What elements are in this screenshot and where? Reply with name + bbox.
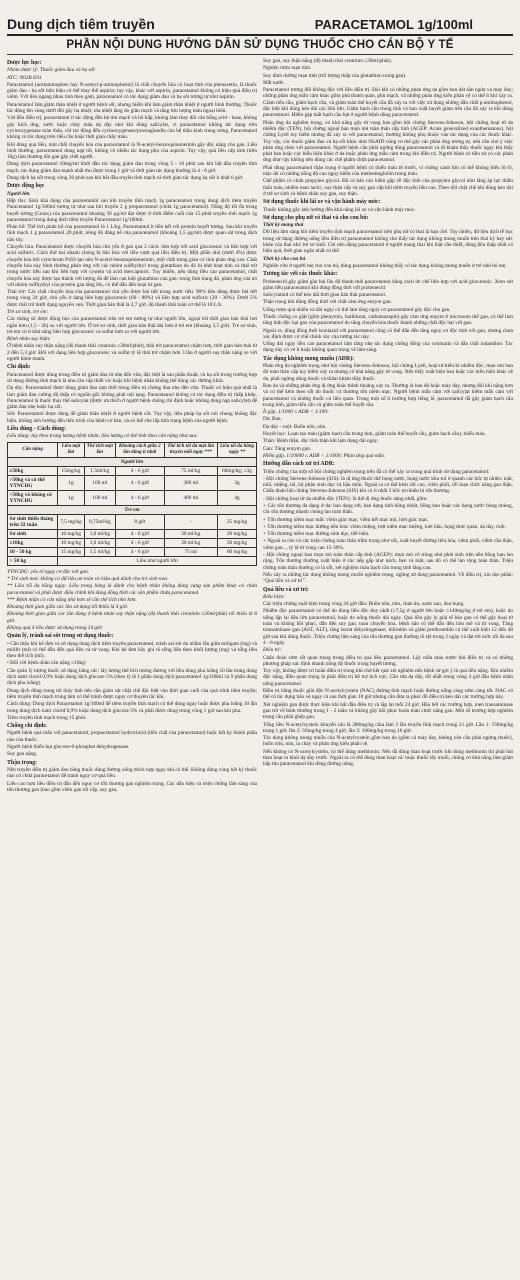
paragraph: Triệu chứng của một số hội chứng nghiêm trọng trên đã có thể xảy ra trong quá trình sử dụng paracetamol: [263, 468, 490, 475]
paragraph: Paracetamol được dùng trong điều trị giảm đau từ nhẹ đến vừa, đặc biệt là sau phẫu thuật, và hạ sốt trong trường hợp sử dụng đường tĩnh mạch là nhu cầu cấp thiết và/ hoặc khi bệnh nhân không thể dùng các đường khác. [7, 371, 257, 384]
title-rule [7, 54, 513, 55]
paragraph: Dung dịch paracetamol 10mg/ml khởi đầu tác dụng giảm đau trong vòng 5 - 10 phút sau khi bắt đầu truyền tĩnh mạch, tác dụng giảm đau mạnh nhất thu được trong 1 giờ và thời gian tác dụng thường là 4 - 6 giờ. [7, 161, 257, 174]
paragraph: Paracetamol tương đối không độc với liều điều trị. Đôi khi có những phản ứng da gồm ban dát sần ngứa và mày đay; những phản ứng mẫn cảm khác gồm phù thanh quản, phù mạch, và những phản ứng kiểu phản vệ có thể ít khi xảy ra. Giảm tiểu cầu, giảm bạch cầu, và giảm toàn thể huyết cầu đã xảy ra với việc sử dụng những dẫn chất p-aminophenol, đặc biệt khi dùng kéo dài các liều lớn. Giảm bạch cầu trung tính và ban xuất huyết giảm tiểu cầu đã xảy ra khi dùng paracetamol. Hiếm gặp mất bạch cầu hạt ở người bệnh dùng paracetamol. [263, 87, 513, 119]
paragraph: Suy gan nặng. [7, 751, 38, 758]
leaflet-header [7, 6, 513, 32]
italic-note: * Trẻ sinh non: không có dữ liệu an toàn và hiệu quả dành cho trẻ sinh non. [7, 575, 169, 582]
table-header-cell: Liều một lần [58, 442, 84, 457]
table-row [8, 547, 257, 556]
paragraph: + Tổn thương niêm mạc đường sinh dục, tiết niệu. [263, 531, 370, 538]
italic-note: ** Liều tối đa hằng ngày: Liều trong bảng là dành cho bệnh nhân không dùng cùng sản phẩm khác có chứa paracetamol và phải được điều chỉnh khi dùng đồng thời các sản phẩm chứa paracetamol. [7, 583, 257, 596]
table-cell: 15mg/kg [58, 466, 84, 475]
table-cell: Liều như người lớn [58, 556, 257, 565]
paragraph: Chế phẩm có chứa propylen glycol. Đã có báo cáo hiếm gặp về độc tính của propylen glycol như tăng áp lực thẩm thấu máu, nhiễm toan lactic, suy thận cấp và suy gan cấp khi tiêm truyền liều cao. Theo dõi chặt chẽ khi dùng kéo dài ở trẻ sơ sinh và bệnh nhân suy gan, suy thận. [263, 178, 513, 197]
paragraph: Chẩn đoán sớm rất quan trọng trong điều trị quá liều paracetamol. Lấy mẫu máu trước khi điều trị và có những phương pháp xác định nhanh nồng độ thuốc trong huyết tương. [263, 654, 513, 667]
table-cell: 3g [218, 475, 257, 490]
paragraph: Uống dài ngày liều cao paracetamol làm tăng nhẹ tác dụng chống đông của coumarin và dẫn chất indandion. Tác dụng này có vẻ ít hoặc không quan trọng về lâm sàng. [263, 341, 513, 354]
product-name: PARACETAMOL 1g/100ml [314, 17, 473, 32]
right-column-text [263, 58, 513, 768]
subheading: Thời kỳ cho con bú [263, 255, 306, 262]
table-group-label: Trẻ em [8, 505, 257, 514]
table-cell: > 50 kg [8, 556, 58, 565]
table-cell: 4 - 6 giờ [116, 475, 164, 490]
section-heading: Dược động học [7, 183, 45, 190]
dosage-table-body [8, 457, 257, 565]
paragraph: Phân bố: Thể tích phân bố của paracetamol là 1 L/kg. Paracetamol ít liên kết với protein huyết tương. Sau khi truyền tĩnh mạch 1 g paracetamol 20 phút, nồng độ đáng kể của paracetamol (khoảng 1,5 μg/ml) được quan sát trong dịch não tủy. [7, 224, 257, 243]
table-cell: 100 ml [84, 475, 115, 490]
section-heading: Dược lực học: [7, 60, 42, 66]
paragraph: Hấp thu: Sinh khả dụng của paracetamol sau khi truyền tĩnh mạch 1g paracetamol trong dung dịch tiêm truyền Paracetamol 1g/100ml tương tự như sau khi truyền 2 g propacetamol (chứa 1g paracetamol). Nồng độ tối đa trong huyết tương (Cmax) của paracetamol khoảng 30 μg/ml đạt được ở thời điểm cuối của 15 phút truyền tĩnh mạch 1g paracetamol trong dung dịch tiêm truyền Paracetamol 1g/100ml. [7, 197, 257, 223]
italic-note: ATC: N02B E01 [7, 74, 42, 81]
table-row [8, 556, 257, 565]
table-header-cell: Khoảng cách giữa 2 lần dùng ít nhất [116, 442, 164, 457]
table-cell: 10 - 50 kg [8, 547, 58, 556]
section-heading: Hướng dẫn cách xử trí ADR: [263, 461, 335, 468]
left-column-top-text [7, 60, 257, 440]
paragraph: Phản ứng da nghiêm trọng như hội chứng Stevens-Johnson, hội chứng Lyell, hoại tử biểu bì nhiễm độc, mụn mủ ban đỏ toàn thân cấp tuy hiếm xảy ra nhưng có khả năng gây tử vong. Nếu thấy xuất hiện ban hoặc các biểu hiện khác về da, phải ngừng dùng thuốc và thăm khám thầy thuốc. [263, 363, 513, 382]
table-row [8, 475, 257, 490]
paragraph: Sốt: Paracetamol được dùng để giảm thân nhiệt ở người bệnh sốt. Tuy vậy, liệu pháp hạ sốt nói chung không đặc hiệu, không ảnh hưởng đến tiến trình của bệnh cơ bản, và có thể che lấp tình trạng bệnh của người bệnh. [7, 411, 257, 424]
paragraph: Các thông số dược động học của paracetamol trên trẻ em tương tự như người lớn, ngoại trừ thời gian bán thải hơi ngắn hơn (1,5 - 2h) so với người lớn. Ở trẻ sơ sinh, thời gian bán thải dài hơn ở trẻ em (khoảng 3,5 giờ). Trẻ sơ sinh, trẻ em có ít khả năng liên hợp glucuronic và sulfat hơn so với người lớn. [7, 316, 257, 335]
paragraph: Dung dịch dùng trong túi thủy tinh nên cần giám sát chặt chẽ đặc biệt vào thời gian cuối của quá trình tiêm truyền; tiêm truyền tĩnh mạch trung tâm có thể tránh được nguy cơ thuyên tắc khí. [7, 687, 257, 700]
paragraph: Dữ liệu lâm sàng khi tiêm truyền tĩnh mạch paracetamol trên phụ nữ có thai là hạn chế. Tuy nhiên, dữ liệu dịch tễ học trong sử dụng đường uống liều điều trị paracetamol không cho thấy tác dụng không mong muốn trên thai kỳ hay sức khỏe của thai nhi/ trẻ sơ sinh. Chỉ nên dùng paracetamol ở người mang thai khi thật cần thiết, dùng liều thấp nhất có hiệu quả, thời gian ngắn nhất có thể. [263, 229, 513, 255]
header-rule [7, 34, 513, 36]
section-heading: Tác dụng không mong muốn (ADR): [263, 355, 354, 362]
table-cell: 4 - 6 giờ [116, 529, 164, 538]
italic-note: Biểu hiện: [263, 593, 285, 600]
paragraph: Thuốc không gây ảnh hưởng đến khả năng lái xe và vận hành máy móc. [263, 206, 416, 213]
paragraph: Nghiện rượu mạn tính. [263, 65, 312, 72]
section-heading: Thận trọng: [7, 759, 38, 766]
paragraph: Khi dùng quá liều, một chất chuyển hóa của paracetamol là N-acetyl-benzoquinoneimin gây độc nặng cho gan. Liều bình thường, paracetamol dung nạp tốt, không có nhiều tác dụng phụ của aspirin. Tuy vậy, quá liều cấp tính (trên 10g) làm thương tổn gan gây chết người. [7, 141, 257, 161]
paragraph: Xét nghiệm gan được thực hiện khi bắt đầu điều trị và lặp lại mỗi 24 giờ. Hầu hết các trường hợp, men transaminase gan trở về bình thường trong 1 - 2 tuần và không gây hồi phục hoàn toàn chức năng gan. Một số trường hợp nghiêm trọng cần phải ghép gan. [263, 701, 513, 721]
section-title: PHẦN NỘI DUNG HƯỚNG DẪN SỬ DỤNG THUỐC CHO CÁN BỘ Y TẾ [66, 39, 454, 51]
left-column [7, 58, 257, 1268]
table-cell: 4 - 6 giờ [116, 538, 164, 547]
paragraph: Thuốc chống co giật (gồm phenytoin, barbiturat, carbamazepin) gây cảm ứng enzym ở microsom thể gan, có thể làm tăng tính độc hại gan của paracetamol do tăng chuyển hóa thuốc thành những chất độc hại với gan. [263, 313, 513, 327]
table-cell: ≥50kg [8, 466, 58, 475]
subheading: Thời kỳ mang thai [263, 222, 304, 229]
italic-note: Khoảng thời gian giữa các lần sử dụng tối thiểu là 4 giờ. [7, 604, 129, 611]
section-heading: Quá liều và xử trí: [263, 586, 309, 593]
paragraph: Phải dùng paracetamol thận trọng ở người bệnh có thiếu máu từ trước, vì chứng xanh tím có thể không biểu lộ rõ, mặc dù có những nồng độ cao nguy hiểm của methemoglobin trong máu. [263, 164, 513, 178]
table-cell: - [164, 514, 217, 529]
table-cell: ≤10kg [8, 538, 58, 547]
paragraph: Chuyển hóa: Paracetamol được chuyển hóa chủ yếu ở gan qua 2 cách: liên hợp với acid glucuronic và liên hợp với acid sulfuric. Cách thứ hai nhanh chóng bị bão hòa với liều vượt quá liều điều trị. Một phần nhỏ (dưới 4%) được chuyển hóa bởi cytochrom P450 tạo nên N-acetyl-benzoquinoneimin, một chất trung gian có tính phản ứng cao. Chất chuyển hóa này bình thường phản ứng với các nhóm sulfhydryl trong glutathion do đó bị khử hoạt tính và thải trừ trong nước tiểu sau khi liên hợp với cystein và acid mercapturic. Tuy nhiên, nếu dùng liều cao paracetamol, chất chuyển hóa này được tạo thành với lượng đủ để làm cạn kiệt glutathion của gan; trong tình trạng đó, phản ứng của nó với nhóm sulfhydryl của protein gan tăng lên, có thể dẫn đến hoại tử gan. [7, 244, 257, 288]
table-header-cell: Cân nặng [8, 442, 58, 457]
paragraph: Cần quản lý lượng thuốc sử dụng hằng các: lấy lượng thể tích tương đương với liều dùng pha loãng 10 lần trong dung dịch natri clorid 0,9% hoặc dung dịch glucose 5% (theo tỷ lệ 1 phần dung dịch paracetamol 1g/100ml và 9 phần dung dịch pha loãng). [7, 667, 257, 687]
table-group-label: Người lớn [8, 457, 257, 466]
table-cell: >50kg và không có YTNCĐG [8, 490, 58, 505]
subheading: Người lớn [7, 190, 30, 197]
paragraph: Tổng liều N-acetylcystein khuyến cáo là 300mg/kg chia làm 3 lần truyền tĩnh mạch trong 21 giờ. Lần 1: 150mg/kg trong 1 giờ, lần 2: 50mg/kg trong 4 giờ, lần 3: 100mg/kg trong 16 giờ. [263, 721, 513, 734]
table-cell: 4 - 6 giờ [116, 547, 164, 556]
table-cell: 4g [218, 490, 257, 505]
paragraph: Probenecid gây giảm gần hai lần độ thanh thải paracetamol bằng cách ức chế liên hợp với acid glucuronic. Xem xét giảm liều paracetamol khi dùng đồng thời với probenecid. [263, 278, 513, 291]
paragraph: Thải trừ: Các chất chuyển hóa của paracetamol chủ yếu được bài tiết trong nước tiểu. 90% liều dùng được bài tiết trong vòng 24 giờ, chủ yếu ở dạng liên hợp glucuronic (60 - 80%) và liên hợp acid sulfuric (20 - 30%). Dưới 5% được thải trừ dưới dạng nguyên vẹn. Thời gian bán thải là 2,7 giờ, độ thanh thải toàn cơ thể là 18 L/h. [7, 289, 257, 308]
left-column-bottom-text [7, 569, 257, 794]
table-header-cell: Liều tối đa hằng ngày ** [218, 442, 257, 457]
italic-note: Không quá 4 liều được sử dụng trong 24 giờ. [7, 625, 103, 631]
paragraph: Nên truyền điều trị giảm đau bằng thuốc dùng đường uống thích hợp ngay khi có thể. Không dùng cùng bất kỳ thuốc nào có chứa paracetamol để tránh nguy cơ quá liều. [7, 766, 257, 780]
paragraph: Liều cao hơn liều điều trị dẫn đến nguy cơ tổn thương gan nghiêm trọng. Các dấu hiệu và triệu chứng lâm sàng của tổn thương gan (bao gồm viêm gan tối cấp, suy gan, [7, 780, 257, 793]
table-cell: 10 mg/kg [58, 529, 84, 538]
table-header-cell: Thể tích một lần [84, 442, 115, 457]
table-row [8, 466, 257, 475]
table-cell: Sơ sinh [8, 529, 58, 538]
table-cell: 100 ml [84, 490, 115, 505]
paragraph: Tác dụng không mong muốn của N-acetylcystein gồm ban da (gồm cả mày đay, không yêu cầu phải ngừng thuốc), buồn nôn, nôn, ỉa chảy và phản ứng kiểu phản vệ. [263, 735, 513, 748]
table-cell: 0,75ml/kg [84, 514, 115, 529]
table-cell: 1g [58, 475, 84, 490]
section-heading: Sử dụng thuốc khi lái xe và vận hành máy móc: [263, 199, 381, 206]
table-cell: 30 ml/kg [164, 538, 217, 547]
paragraph: Tuy vậy, không được trì hoãn điều trị trong khi chờ kết quả xét nghiệm nếu bệnh sử gợi ý là quá liều nặng. Khi nhiễm độc nặng, điều quan trọng là phải điều trị hỗ trợ tích cực. Cần rửa dạ dày, tốt nhất trong vòng 4 giờ đầu bệnh nhân uống paracetamol. [263, 668, 513, 687]
table-cell: 1g [58, 490, 84, 505]
paragraph: Nhiễm độc paracetamol có thể do dùng liều độc duy nhất (≥7,5g ở người lớn hoặc ≥140mg/kg ở trẻ em), hoặc do uống lặp lại liều lớn paracetamol, hoặc do uống thuốc dài ngày. Quá liều gây ly giải tế bào gan có thể gây hoại tử toàn và không hồi phục, dẫn đến suy gan, toan chuyển hóa, bệnh não có thể dẫn đến hôn mê và tử vong. Tăng transaminase gan (AST, ALT), tăng lactat dehydrogenase, bilirubin và giảm prothrombin có thể xuất hiện 12 đến 48 giờ sau khi dùng thuốc. Triệu chứng lâm sàng của tổn thương gan thường rõ rệt trong 2 ngày và đạt tới mức tối đa sau 4 - 6 ngày. [263, 608, 513, 646]
paragraph: Da: Ban. [263, 416, 282, 423]
table-cell: 1,0 ml/kg [84, 538, 115, 547]
paragraph: Paracetamol (acetaminophen hay N-acetyl-p-aminophenol) là chất chuyển hóa có hoạt tính của phenacetin, là thuốc giảm đau - hạ sốt hữu hiệu có thể thay thế aspirin; tuy vậy, khác với aspirin, paracetamol không có hiệu quả điều trị viêm. Với liều ngang nhau tính theo gam, paracetamol có tác dụng giảm đau và hạ sốt tương tự như aspirin. [7, 81, 257, 101]
italic-note: Khoảng thời gian giữa các lần dùng ở bệnh nhân suy thận nặng (độ thanh thải creatinin ≤30ml/phút) tối thiểu là 6 giờ. [7, 611, 257, 624]
table-row [8, 514, 257, 529]
table-cell: 15 mg/kg [58, 547, 84, 556]
paragraph: Người bệnh thiếu hụt glucose-6-phosphat dehydrogenase. [7, 744, 130, 751]
italic-note: Ít gặp, 1/1000 ≤ ADR < 1/100: [263, 409, 329, 416]
italic-note: Bệnh nhân suy thận: [7, 336, 51, 343]
paragraph: + Tổn thương niêm mạc đường tiêu hóa: viêm miệng, trợt niêm mạc miệng, loét hầu, họng thực quản, dạ dày, ruột. [263, 523, 507, 530]
paragraph: Dạ dày - ruột: Buồn nôn, nôn. [263, 423, 327, 430]
paragraph: Uống rượu quá nhiều và dài ngày có thể làm tăng nguy cơ paracetamol gây độc cho gan. [263, 306, 451, 313]
table-row [8, 490, 257, 505]
paragraph: Điều trị bằng thuốc giải độc N-acetylcystein (NAC) đường tĩnh mạch hoặc đường uống càng sớm càng tốt. NAC có thể có tác dụng bảo vệ ngay cả sau thời gian 10 giờ nhưng cần đưa ra phác đồ điều trị kéo dài các trường hợp này. [263, 688, 513, 701]
paragraph: • Cần thận khi kê đơn và sử dụng dung dịch tiêm truyền paracetamol, tránh sai sót do nhầm lẫn giữa miligam (mg) và mililít (ml) có thể dẫn đến quá liều và tử vong. Khi kê đơn hãy ghi rõ tổng liều theo khối lượng (mg) và tổng liều theo thể tích (ml). [7, 640, 257, 660]
table-cell: 30 mg/kg [218, 529, 257, 538]
paragraph: Suy gan, suy thận nặng (độ thanh thải creatinin ≤30ml/phút). [263, 58, 392, 64]
dosage-form-label: Dung dịch tiêm truyền [7, 16, 155, 32]
italic-note: Hiếm gặp, 1/10000 ≤ ADR < 1/1000: Phản ứng quá mẫn. [263, 452, 386, 459]
italic-note: *** Bệnh nhân có cân nặng nhỏ hơn sẽ cần thể tích nhỏ hơn. [7, 596, 137, 603]
italic-note: Trẻ sơ sinh, trẻ em: [7, 308, 49, 315]
section-heading: Tương tác với các thuốc khác: [263, 271, 338, 278]
table-cell: 1,5 ml/kg [84, 547, 115, 556]
paragraph: + Các tổn thương đa dạng ở da: ban dạng sởi, ban dạng tinh hồng nhiệt, hồng ban hoặc các bọng nước bùng nhùng, các tổn thương nhanh chóng lan toàn thân. [263, 503, 513, 516]
table-cell: 7,5 mg/kg [58, 514, 84, 529]
paragraph: Ban da và những phản ứng dị ứng khác thỉnh thoảng xảy ra. Thường là ban đỏ hoặc mày đay, nhưng đôi khi nặng hơn và có thể kèm theo sốt do thuốc và thương tổn niêm mạc. Người bệnh mẫn cảm với salicylat hiếm mẫn cảm với paracetamol và những thuốc có liên quan. Trong một số ít trường hợp riêng lẻ, paracetamol đã gây giảm bạch cầu trung tính, giảm tiểu cầu và giảm toàn thể huyết cầu. [263, 382, 513, 408]
table-cell: Sơ sinh thiếu tháng trên 32 tuần [8, 514, 58, 529]
table-cell: 60mg/kg; ≤3g [218, 466, 257, 475]
section-heading: Sử dụng cho phụ nữ có thai và cho con bú: [263, 214, 369, 221]
paragraph: Người bệnh quá mẫn với paracetamol, propacetamol hydroclorid (tiền chất của paracetamol) hoặc bất kỳ thành phần nào của thuốc. [7, 730, 257, 743]
paragraph: • Đối với bệnh nhân cân nặng ≤10kg: [7, 660, 87, 667]
text-columns [7, 58, 513, 1268]
dosage-table-header [8, 442, 257, 457]
paragraph: Ở bệnh nhân suy thận nặng (độ thanh thải creatinin ≤30ml/phút), thải trừ paracetamol chậm hơn, thời gian bán thải từ 2 đến 5,3 giờ. Đối với dạng liên hợp glucuronic và sulfat tỷ lệ thải trừ chậm hơn 3 lần ở người suy thận nặng so với người khỏe mạnh. [7, 343, 257, 363]
table-header-cell: Thể tích tối đa một lần truyền mỗi ngày *** [164, 442, 217, 457]
table-group-row [8, 505, 257, 514]
table-cell: 1,0 ml/kg [84, 529, 115, 538]
right-column [263, 58, 513, 1268]
paragraph: + Tổn thương niêm mạc mắt: viêm giác mạc, viêm kết mạc mủ, loét giác mạc. [263, 516, 429, 523]
paragraph: Mất nước. [263, 79, 285, 86]
section-heading: Chống chỉ định: [7, 723, 47, 730]
paragraph: + Ngoài ra còn có các triệu chứng toàn thân trầm trọng như sốt, xuất huyết đường tiêu hóa, viêm phổi, viêm cầu thận, viêm gan..., tỷ lệ tử vong cao 15-30%. [263, 538, 513, 551]
table-cell: 1,5ml/kg [84, 466, 115, 475]
italic-note: YTNCĐG: yếu tố nguy cơ độc với gan. [7, 568, 90, 575]
table-cell: 75 ml/kg [164, 466, 217, 475]
table-row [8, 538, 257, 547]
paragraph: Nếu không có N-acetylcystein, có thể dùng methionin. Nếu đã dùng than hoạt trước khi dùng methionin thì phải hút than hoạt ra khỏi dạ dày trước. Ngoài ra có thể dùng than hoạt và/ hoặc thuốc tẩy muối, chúng có khả năng làm giảm hấp thu paracetamol khi dùng đường uống. [263, 748, 513, 768]
table-group-row [8, 457, 257, 466]
paragraph: Salicylamid có thể kéo dài thời gian bán thải paracetamol. [263, 292, 387, 299]
paragraph: Dung dịch hạ sốt trong vòng 30 phút sau khi bắt đầu truyền tĩnh mạch và thời gian tác dụng hạ sốt ít nhất 6 giờ. [7, 175, 244, 182]
paragraph: Nếu xảy ra những tác dụng không mong muốn nghiêm trọng, ngừng sử dụng paracetamol. Về điều trị, xin đọc phần: "Quá liều và xử trí". [263, 571, 513, 585]
table-cell: 60 mg/kg [218, 547, 257, 556]
paragraph: Tiêm truyền tĩnh mạch trong 15 phút. [7, 714, 87, 721]
table-cell: 25 mg/kg [218, 514, 257, 529]
table-cell: >50kg và có thể YTNCĐG [8, 475, 58, 490]
table-cell: 10 mg/kg [58, 538, 84, 547]
paragraph: Suy dinh dưỡng mạn tính (trữ lượng thấp của glutathion trong gan). [263, 72, 407, 79]
section-heading: Quản lý, tránh sai sót trong sử dụng thuốc: [7, 633, 114, 640]
section-heading: Chỉ định: [7, 364, 31, 371]
paragraph: Paracetamol làm giảm thân nhiệt ở người bệnh sốt, nhưng hiếm khi làm giảm thân nhiệt ở người bình thường. Thuốc tác động lên vùng dưới đồi gây hạ nhiệt, tỏa nhiệt tăng do giãn mạch và tăng lưu lượng máu ngoại biên. [7, 101, 257, 115]
table-cell: 30 mg/kg [218, 538, 257, 547]
italic-note: Nhóm dược lý: Thuốc giảm đau và hạ sốt [7, 67, 95, 74]
paragraph: - Hội chứng Stevens-Johnson (SJS): là dị ứng thuốc thể bọng nước, bọng nước khu trú ở quanh các hốc tự nhiên: mắt, mũi, miệng, tai, bộ phận sinh dục và hậu môn. Ngoài ra có thể kèm sốt cao, viêm phổi, rối loạn chức năng gan thận. Chẩn đoán hội chứng Stevens-Johnson (SJS) khi có ít nhất 2 hốc tự nhiên bị tổn thương. [263, 475, 513, 495]
table-cell: 4 - 6 giờ [116, 490, 164, 505]
table-row [8, 529, 257, 538]
paragraph: - Hội chứng hoại tử da nhiễm độc (TEN): là thể dị ứng thuốc nặng nhất, gồm: [263, 495, 428, 502]
table-cell: 8 giờ [116, 514, 164, 529]
table-cell: 300 ml [164, 475, 217, 490]
paragraph: Gan: Tăng enzym gan. [263, 445, 312, 452]
italic-note: Liều dùng: tùy theo trọng lượng bệnh nhân, liều lượng có thể tính theo cân nặng như sau: [7, 433, 198, 440]
paragraph: - Hội chứng ngoại ban mụn mủ toàn thân cấp tính (AGEP): mụn mủ vô trùng nhỏ phát sinh trên nền hồng ban lan rộng. Tổn thương thường xuất hiện ở các nếp gấp như nách, bẹn và mặt, sau đó có thể lan rộng toàn thân. Triệu chứng toàn thân thường có là sốt, xét nghiệm máu bạch cầu trung tính tăng cao. [263, 552, 513, 571]
table-cell: 4 - 6 giờ [116, 466, 164, 475]
paragraph: Cách dùng: Dung dịch Paracetamol 1g/100ml để tiêm truyền tĩnh mạch có thể dùng ngay hoặc được pha loãng 10 lần trong dung dịch natri clorid 0,9% hoặc dung dịch glucose 5% và phải được dùng trong vòng 1 giờ sau khi pha. [7, 701, 257, 714]
section-heading: Liều dùng - Cách dùng: [7, 426, 66, 433]
table-cell: 400 ml [164, 490, 217, 505]
dosage-table [7, 442, 257, 566]
paragraph: Ngoài ra, dùng đồng thời isoniazid với paracetamol cũng có thể dẫn đến tăng nguy cơ độc tính với gan, nhưng chưa xác định được cơ chế chính xác của tương tác này. [263, 327, 513, 340]
paragraph: Các triệu chứng xuất hiện trong vòng 24 giờ đầu: Buồn nôn, nôn, chán ăn, xanh xao, đau bụng. [263, 601, 465, 608]
paragraph: Nghiên cứu ở người mẹ cho con bú, dùng paracetamol không thấy có tác dụng không mong muốn ở trẻ nhỏ bú mẹ. [263, 262, 507, 269]
table-cell: 30 ml/kg [164, 529, 217, 538]
paragraph: Phản ứng da nghiêm trọng, có khả năng gây tử vong bao gồm hội chứng Stevens-Johnson, hội chứng hoại tử da nhiễm độc (TEN), hội chứng ngoại ban mụn mủ toàn thân cấp tính (AGEP: Acute generalized exanthematous), hội chứng Lyell tuy hiếm nhưng đã xảy ra với paracetamol, thường không phụ thuộc vào tác dụng của các thuốc khác. Tuy vậy, các thuốc giảm đau và hạ sốt khác như NSAID cũng có thể gây các phản ứng tương tự, nên cần chú ý việc phản ứng chéo với paracetamol. Người bệnh cần phải ngừng dùng paracetamol và đi khám thầy thuốc ngay khi thấy phát ban hoặc các biểu hiện khác ở da hoặc phản ứng mẫn cảm trong khi điều trị. Người bệnh có tiền sử có các phản ứng như vậy không nên dùng các chế phẩm chứa paracetamol. [263, 119, 513, 164]
paragraph: Thận: Bệnh thận, độc tính thận khi lạm dụng dài ngày. [263, 438, 379, 445]
paragraph: Với liều điều trị, paracetamol ít tác động đến hệ tim mạch và hô hấp, không làm thay đổi cân bằng acid - base, không gây kích ứng, xước hoặc chảy máu dạ dày như khi dùng salicylat, vì paracetamol không tác dụng trên cyclooxygenase toàn thân, chỉ tác động đến cyclooxygenase/prostaglandin của hệ thần kinh trung ương. Paracetamol không có tác dụng trên tiểu cầu hoặc thời gian chảy máu. [7, 115, 257, 141]
table-cell: 75 ml [164, 547, 217, 556]
paragraph: Huyết học: Loạn tạo máu (giảm bạch cầu trung tính, giảm toàn thể huyết cầu, giảm bạch cầu), thiếu máu. [263, 431, 486, 438]
paragraph: Thận trọng khi dùng đồng thời với chất cảm ứng enzym gan. [263, 299, 392, 306]
paragraph: Dạ dày: Paracetamol được dùng giảm đau tạm thời trong điều trị chứng đau nhẹ đến vừa. Thuốc có hiệu quả nhất là làm giảm đau cường độ thấp có nguồn gốc không phải nội tạng. Paracetamol không có tác dụng điều trị thấp khớp. Paracetamol là thuốc thay thế salicylat (được ưa thích ở người bệnh chống chỉ định hoặc không dung nạp salicylat) để giảm đau nhẹ hoặc hạ sốt. [7, 385, 257, 411]
italic-note: Điều trị: [263, 647, 282, 654]
